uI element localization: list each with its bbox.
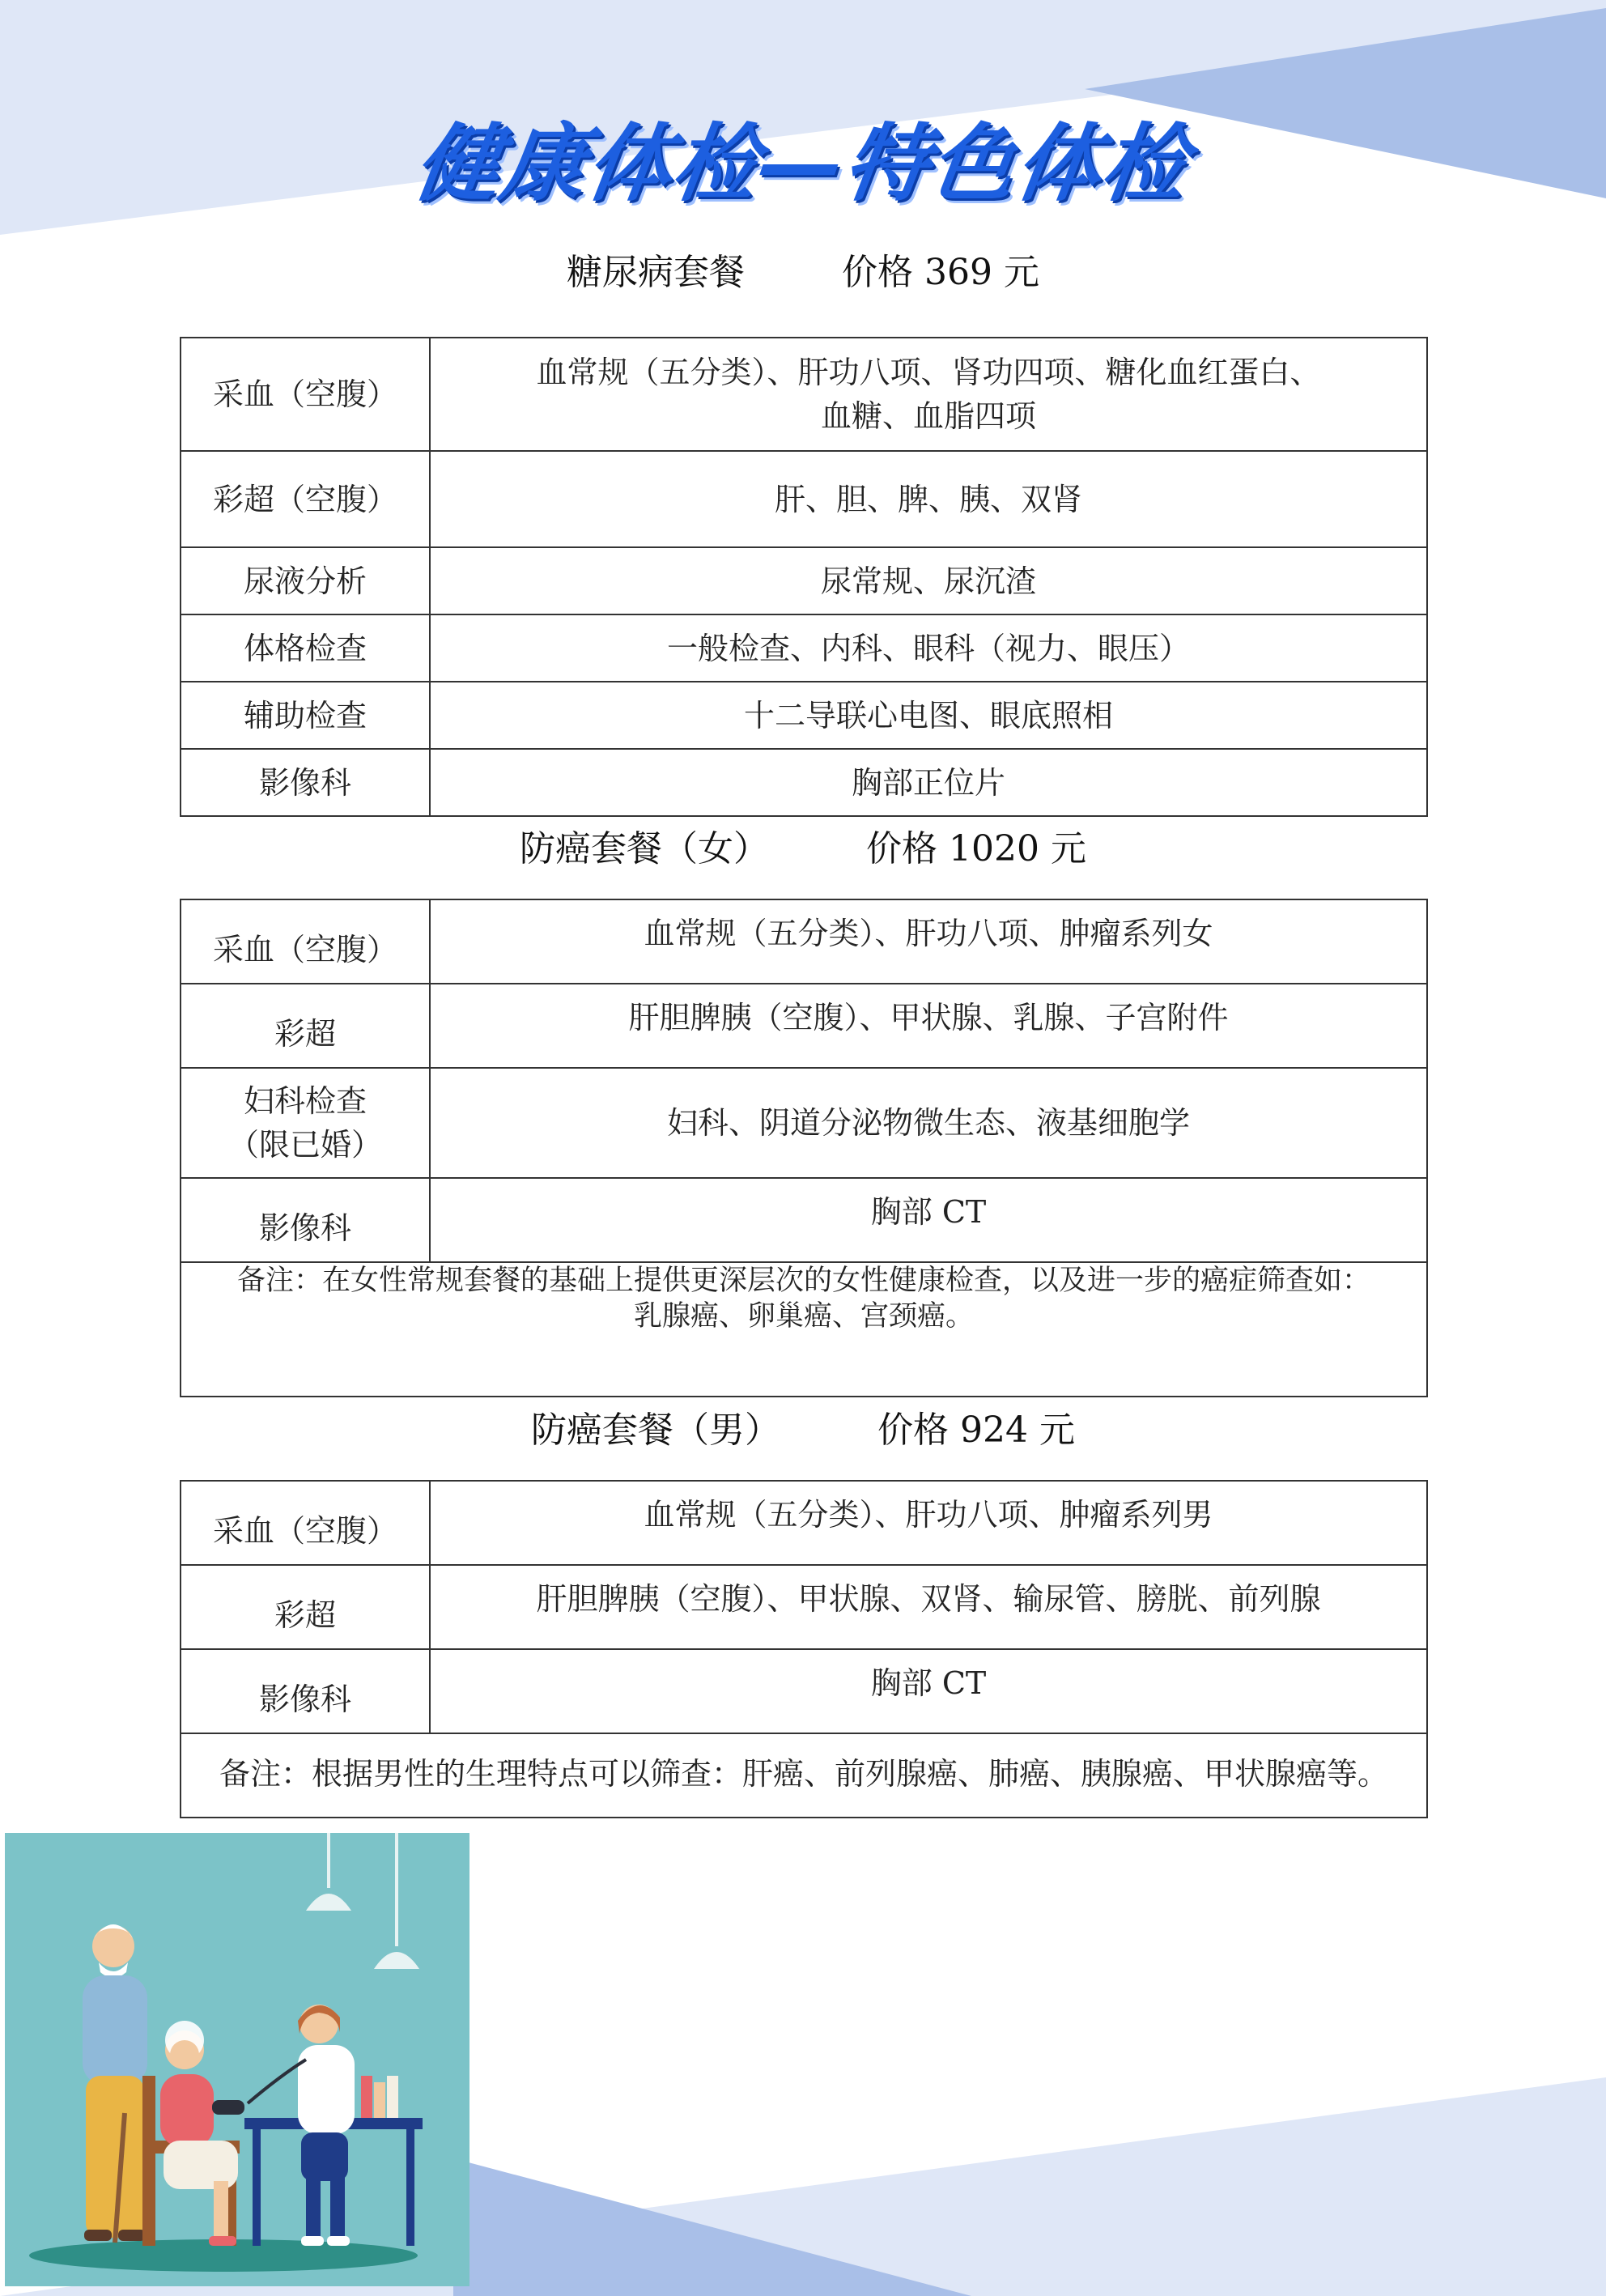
female-cancer-package-table [180, 899, 1428, 1397]
table-row [181, 1262, 1427, 1397]
items-cell: 肝胆脾胰（空腹）、甲状腺、乳腺、子宫附件 [430, 984, 1427, 1068]
items-cell [430, 338, 1427, 451]
table-row [181, 451, 1427, 547]
items-cell: 肝胆脾胰（空腹）、甲状腺、双肾、输尿管、膀胱、前列腺 [430, 1565, 1427, 1649]
package-name: 防癌套餐（男） [531, 1409, 781, 1451]
category-cell [181, 1068, 430, 1178]
items-line: 血糖、血脂四项 [820, 398, 1036, 434]
table-row [181, 1649, 1427, 1733]
table-row [181, 1733, 1427, 1818]
remark-cell: 备注：根据男性的生理特点可以筛查：肝癌、前列腺癌、肺癌、胰腺癌、甲状腺癌等。 [181, 1733, 1427, 1818]
package-price: 价格 369 元 [842, 252, 1039, 293]
items-cell: 胸部 CT [430, 1178, 1427, 1262]
package-price: 价格 924 元 [877, 1409, 1075, 1451]
table-row [181, 682, 1427, 749]
package-name: 糖尿病套餐 [567, 252, 746, 293]
category-cell: 彩超 [181, 1565, 430, 1649]
category-cell: 影像科 [181, 1649, 430, 1733]
category-cell: 体格检查 [181, 614, 430, 682]
package-heading-female [0, 819, 1606, 871]
category-cell: 影像科 [181, 1178, 430, 1262]
package-price: 价格 1020 元 [866, 828, 1086, 870]
items-cell: 血常规（五分类）、肝功八项、肿瘤系列女 [430, 899, 1427, 984]
table-row [181, 1178, 1427, 1262]
category-cell: 采血（空腹） [181, 338, 430, 451]
table-row [181, 899, 1427, 984]
category-cell: 彩超 [181, 984, 430, 1068]
package-heading-male [0, 1401, 1606, 1452]
diabetes-package-table [180, 337, 1428, 817]
table-row [181, 749, 1427, 816]
remark-line: 乳腺癌、卵巢癌、宫颈癌。 [633, 1300, 974, 1333]
items-cell: 胸部 CT [430, 1649, 1427, 1733]
category-cell: 采血（空腹） [181, 899, 430, 984]
table-row [181, 984, 1427, 1068]
items-cell: 一般检查、内科、眼科（视力、眼压） [430, 614, 1427, 682]
category-line: 妇科检查 [243, 1083, 367, 1119]
table-row [181, 1068, 1427, 1178]
table-row [181, 1565, 1427, 1649]
category-cell: 尿液分析 [181, 547, 430, 614]
items-cell: 尿常规、尿沉渣 [430, 547, 1427, 614]
category-cell: 彩超（空腹） [181, 451, 430, 547]
table-row [181, 614, 1427, 682]
items-cell: 十二导联心电图、眼底照相 [430, 682, 1427, 749]
category-cell: 影像科 [181, 749, 430, 816]
remark-cell [181, 1262, 1427, 1397]
items-line: 血常规（五分类）、肝功八项、肾功四项、糖化血红蛋白、 [536, 355, 1321, 390]
male-cancer-package-table [180, 1480, 1428, 1818]
items-cell: 胸部正位片 [430, 749, 1427, 816]
items-cell: 妇科、阴道分泌物微生态、液基细胞学 [430, 1068, 1427, 1178]
category-cell: 采血（空腹） [181, 1481, 430, 1565]
items-cell: 肝、胆、脾、胰、双肾 [430, 451, 1427, 547]
checkup-illustration [5, 1833, 469, 2286]
table-row [181, 338, 1427, 451]
table-row [181, 547, 1427, 614]
category-cell: 辅助检查 [181, 682, 430, 749]
package-name: 防癌套餐（女） [520, 828, 770, 870]
category-line: （限已婚） [227, 1127, 382, 1163]
items-cell: 血常规（五分类）、肝功八项、肿瘤系列男 [430, 1481, 1427, 1565]
package-heading-diabetes [0, 243, 1606, 295]
remark-line: 备注：在女性常规套餐的基础上提供更深层次的女性健康检查，以及进一步的癌症筛查如： [236, 1265, 1370, 1297]
page-title: 健康体检—特色体检 [409, 114, 1196, 213]
table-row [181, 1481, 1427, 1565]
